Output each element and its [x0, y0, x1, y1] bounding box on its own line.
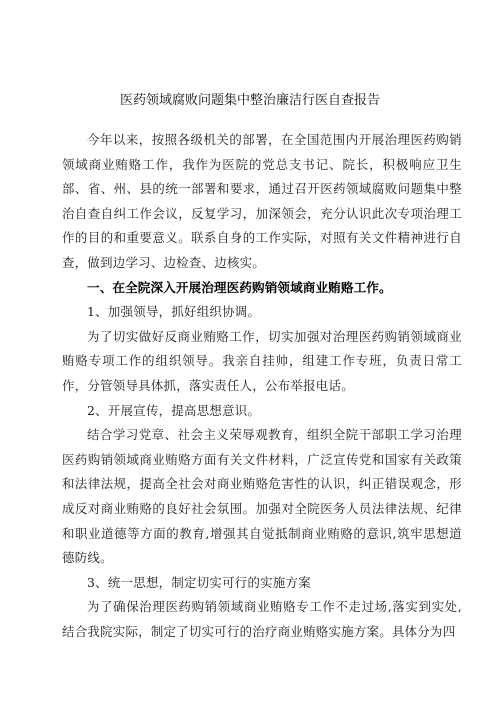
document-title: 医药领域腐败问题集中整治廉洁行医自查报告 — [119, 93, 380, 108]
item-3-body: 为了确保治理医药购销领域商业贿赂专工作不走过场,落实到实处,结合我院实际，制定了切实可行的治疗商业贿赂实施方案。具体分为四 — [62, 599, 462, 639]
item-1-body: 为了切实做好反商业贿赂工作，切实加强对治理医药购销领域商业贿赂专项工作的组织领导。我亲自挂帅，组建工作专班，负责日常工作，分管领导具体抓，落实责任人，公布举报电话。 — [62, 328, 462, 393]
item-1-heading: 1、加强领导，抓好组织协调。 — [87, 304, 261, 320]
item-3-heading: 3、统一思想，制定切实可行的实施方案 — [87, 574, 311, 590]
section-1-heading: 一、在全院深入开展治理医药购销领域商业贿赂工作。 — [87, 279, 392, 295]
item-2-body: 结合学习党章、社会主义荣辱观教育，组织全院干部职工学习治理医药购销领域商业贿赂方面有关文件材料，广泛宣传党和国家有关政策和法律法规，提高全社会对商业贿赂危害性的认识，纠正错误观念，形成反对商业贿赂的良好社会氛围。加强对全院医务人员法律法规、纪律和职业道德等方面的教育,增强其自觉抵制商业贿赂的意识,筑牢思想道德防线。 — [62, 427, 462, 566]
document-body — [62, 128, 462, 644]
intro-paragraph: 今年以来，按照各级机关的部署，在全国范围内开展治理医药购销领域商业贿赂工作，我作为医院的党总支书记、院长，积极响应卫生部、省、州、县的统一部署和要求，通过召开医药领域腐败问题集中整治自查自纠工作会议，反复学习，加深领会，充分认识此次专项治理工作的目的和重要意义。联系自身的工作实际，对照有关文件精神进行自查，做到边学习、边检查、边核实。 — [62, 132, 462, 270]
item-2-heading: 2、开展宣传，提高思想意识。 — [87, 402, 261, 418]
